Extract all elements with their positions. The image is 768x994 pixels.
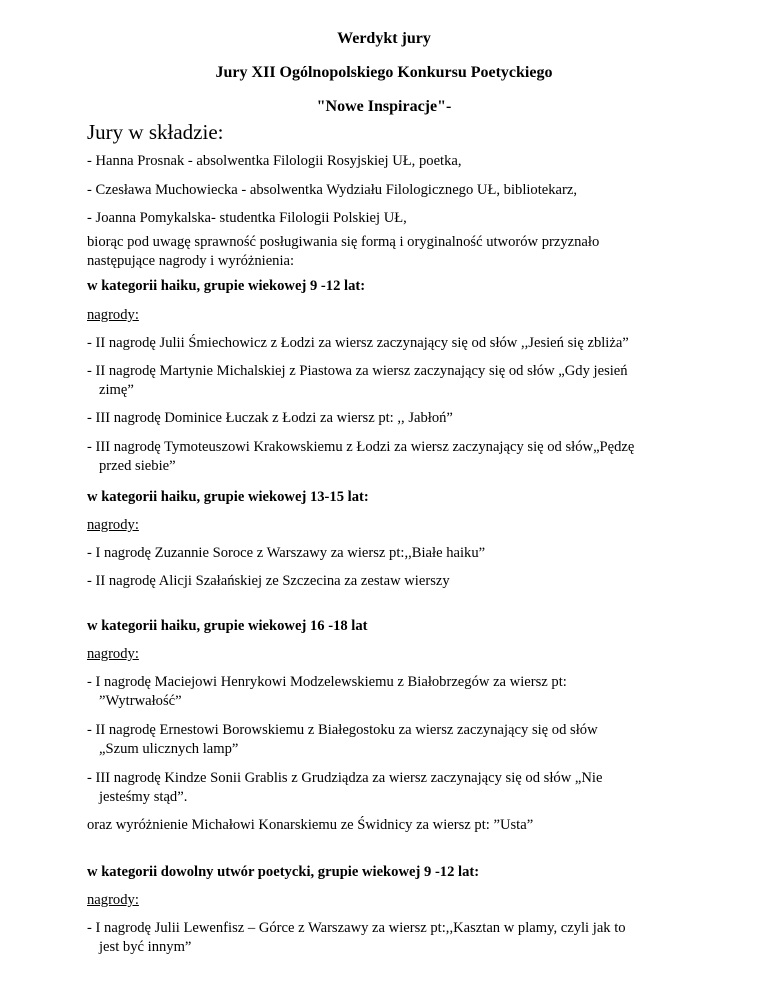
award-line: - I nagrodę Julii Lewenfisz – Górce z Warszawy za wiersz pt:,,Kasztan w plamy, czyli jak to <box>87 920 626 936</box>
intro-paragraph <box>87 233 707 271</box>
title-contest-name: "Nowe Inspiracje"- <box>316 98 452 115</box>
award-line-cont: ”Wytrwałość” <box>99 693 182 709</box>
award-item <box>87 362 707 400</box>
award-line: - II nagrodę Julii Śmiechowicz z Łodzi za wiersz zaczynający się od słów ,,Jesień się zbliża” <box>87 335 629 351</box>
award-line: - II nagrodę Martynie Michalskiej z Piastowa za wiersz zaczynający się od słów „Gdy jesień <box>87 363 628 379</box>
award-line: - II nagrodę Ernestowi Borowskiemu z Białegostoku za wiersz zaczynający się od słów <box>87 722 598 738</box>
award-line: - I nagrodę Maciejowi Henrykowi Modzelewskiemu z Białobrzegów za wiersz pt: <box>87 674 567 690</box>
award-line: - I nagrodę Zuzannie Soroce z Warszawy za wiersz pt:,,Białe haiku” <box>87 545 486 561</box>
jury-member: - Czesława Muchowiecka - absolwentka Wydziału Filologicznego UŁ, bibliotekarz, <box>87 182 578 198</box>
award-line-cont: jesteśmy stąd”. <box>99 789 188 805</box>
award-line-cont: zimę” <box>99 382 134 398</box>
award-item <box>87 409 707 428</box>
award-line: - III nagrodę Dominice Łuczak z Łodzi za wiersz pt: ,, Jabłoń” <box>87 410 453 426</box>
award-line-cont: przed siebie” <box>99 458 176 474</box>
award-item <box>87 438 707 476</box>
awards-label: nagrody: <box>87 307 139 323</box>
jury-member: - Hanna Prosnak - absolwentka Filologii Rosyjskiej UŁ, poetka, <box>87 153 462 169</box>
award-item <box>87 919 707 957</box>
award-line: - II nagrodę Alicji Szałańskiej ze Szczecina za zestaw wierszy <box>87 573 450 589</box>
awards-label: nagrody: <box>87 892 139 908</box>
intro-line: biorąc pod uwagę sprawność posługiwania się formą i oryginalność utworów przyznało <box>87 234 600 250</box>
award-item <box>87 334 707 353</box>
award-item <box>87 673 707 711</box>
section-heading: w kategorii dowolny utwór poetycki, grupie wiekowej 9 -12 lat: <box>87 864 480 880</box>
award-item <box>87 769 707 807</box>
award-line: - III nagrodę Tymoteuszowi Krakowskiemu z Łodzi za wiersz zaczynający się od słów„Pędzę <box>87 439 635 455</box>
award-item <box>87 721 707 759</box>
section-heading: w kategorii haiku, grupie wiekowej 16 -18 lat <box>87 618 368 634</box>
award-line-cont: jest być innym” <box>99 939 192 955</box>
award-item <box>87 572 707 591</box>
distinction-line: oraz wyróżnienie Michałowi Konarskiemu ze Świdnicy za wiersz pt: ”Usta” <box>87 817 534 833</box>
jury-member: - Joanna Pomykalska- studentka Filologii Polskiej UŁ, <box>87 210 407 226</box>
title-verdict: Werdykt jury <box>337 30 431 47</box>
awards-label: nagrody: <box>87 517 139 533</box>
awards-label: nagrody: <box>87 646 139 662</box>
title-jury: Jury XII Ogólnopolskiego Konkursu Poetyckiego <box>215 64 553 81</box>
award-line: - III nagrodę Kindze Sonii Grablis z Grudziądza za wiersz zaczynający się od słów „Nie <box>87 770 603 786</box>
section-heading: w kategorii haiku, grupie wiekowej 9 -12 lat: <box>87 278 366 294</box>
jury-heading: Jury w składzie: <box>87 120 224 144</box>
award-item <box>87 544 707 563</box>
award-line-cont: „Szum ulicznych lamp” <box>99 741 239 757</box>
section-heading: w kategorii haiku, grupie wiekowej 13-15 lat: <box>87 489 369 505</box>
intro-line: następujące nagrody i wyróżnienia: <box>87 253 295 269</box>
